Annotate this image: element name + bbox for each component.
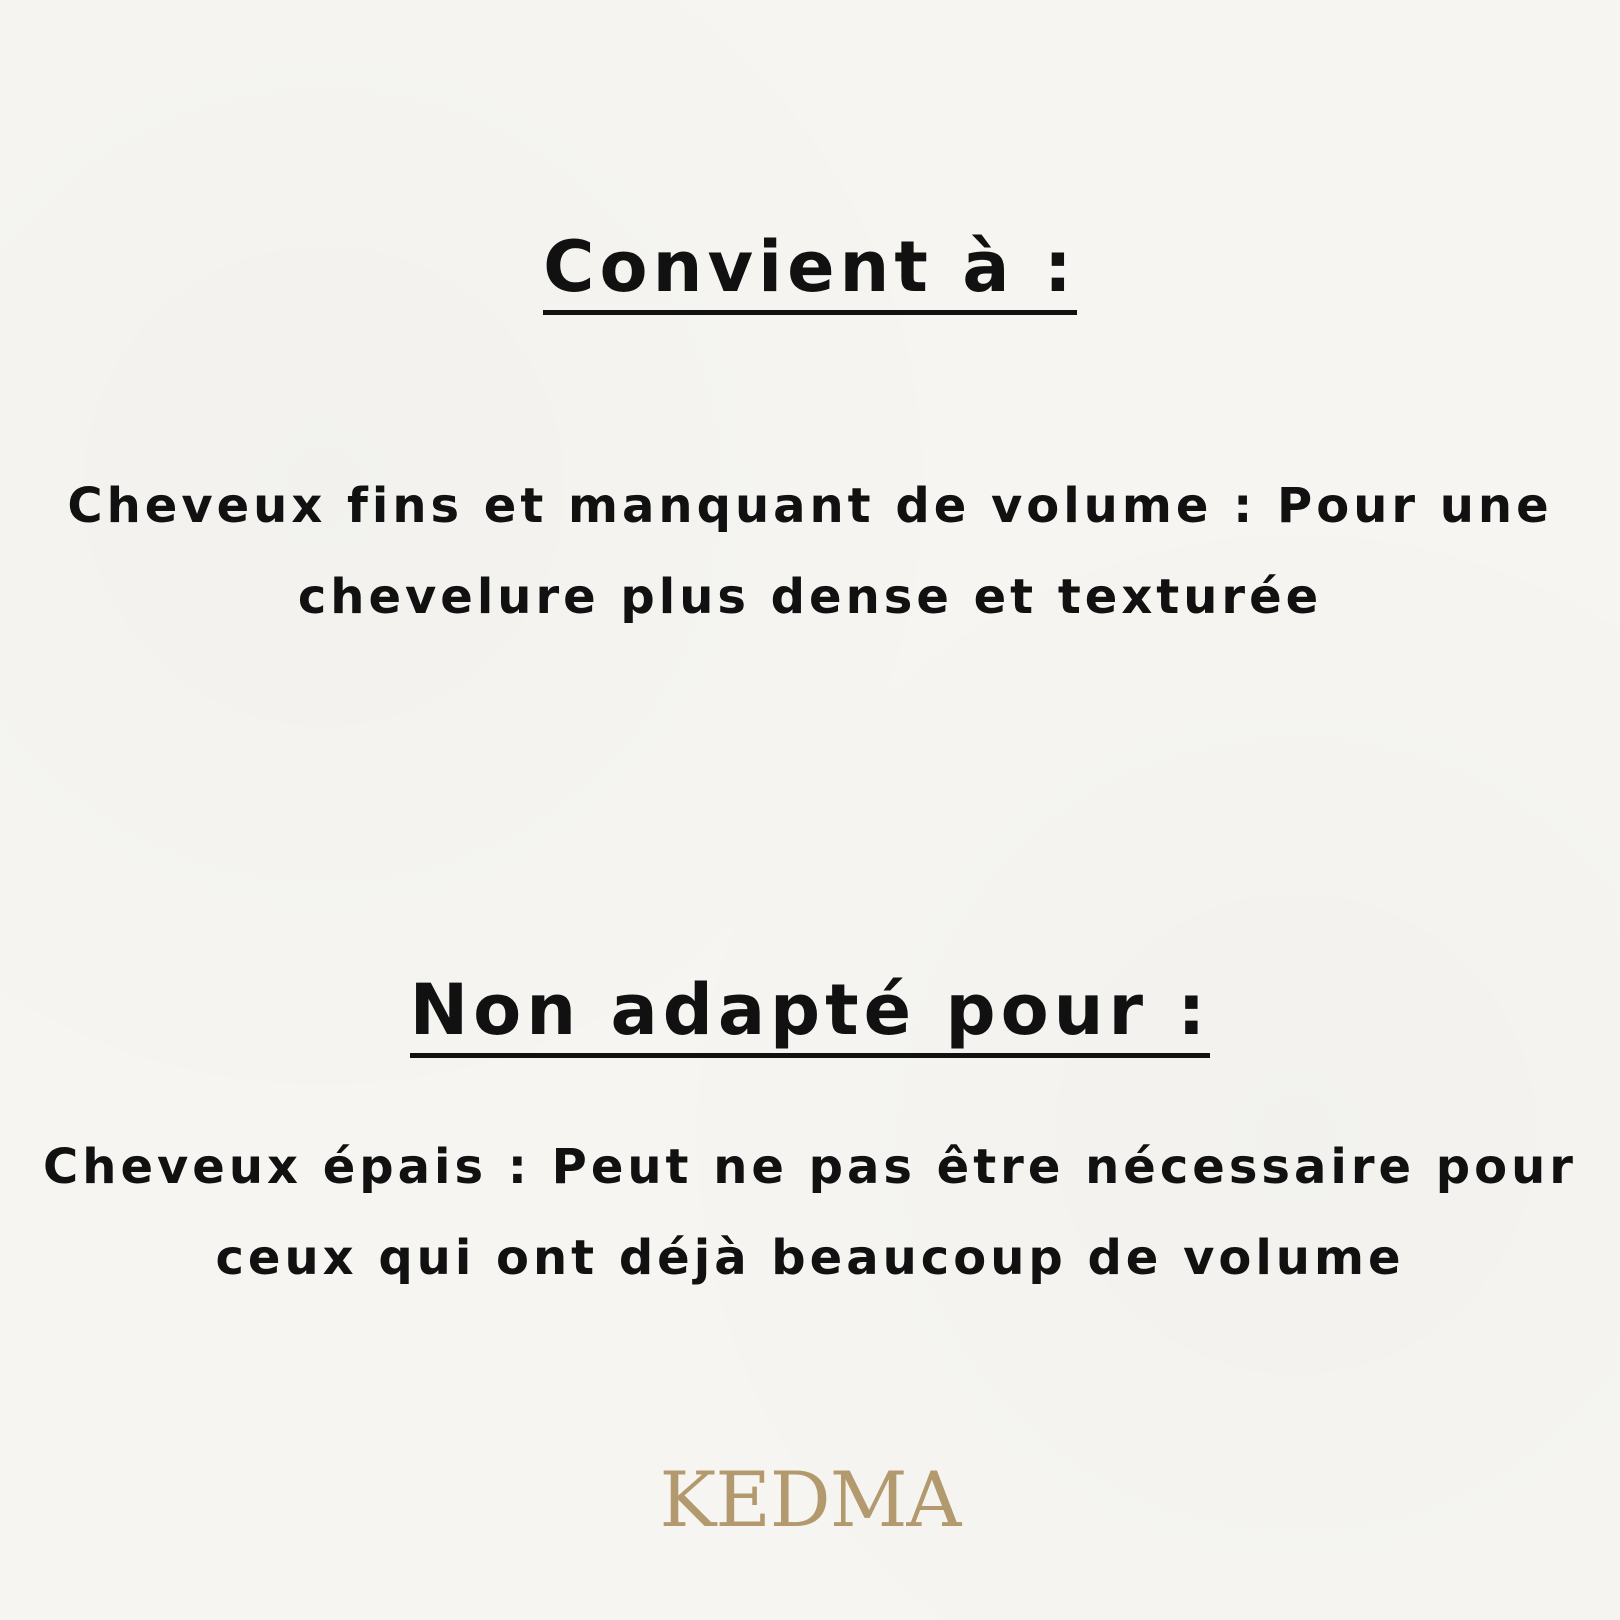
- suitable-for-heading: [0, 226, 1620, 308]
- not-suitable-for-heading: [0, 969, 1620, 1051]
- not-suitable-for-heading-text: Non adapté pour :: [410, 969, 1211, 1058]
- brand-logo: KEDMA: [659, 1455, 961, 1544]
- suitable-for-heading-text: Convient à :: [543, 226, 1077, 315]
- suitable-for-text: Cheveux fins et manquant de volume : Pour une chevelure plus dense et texturée: [67, 478, 1553, 625]
- not-suitable-for-text: Cheveux épais : Peut ne pas être nécessaire pour ceux qui ont déjà beaucoup de volume: [43, 1139, 1577, 1286]
